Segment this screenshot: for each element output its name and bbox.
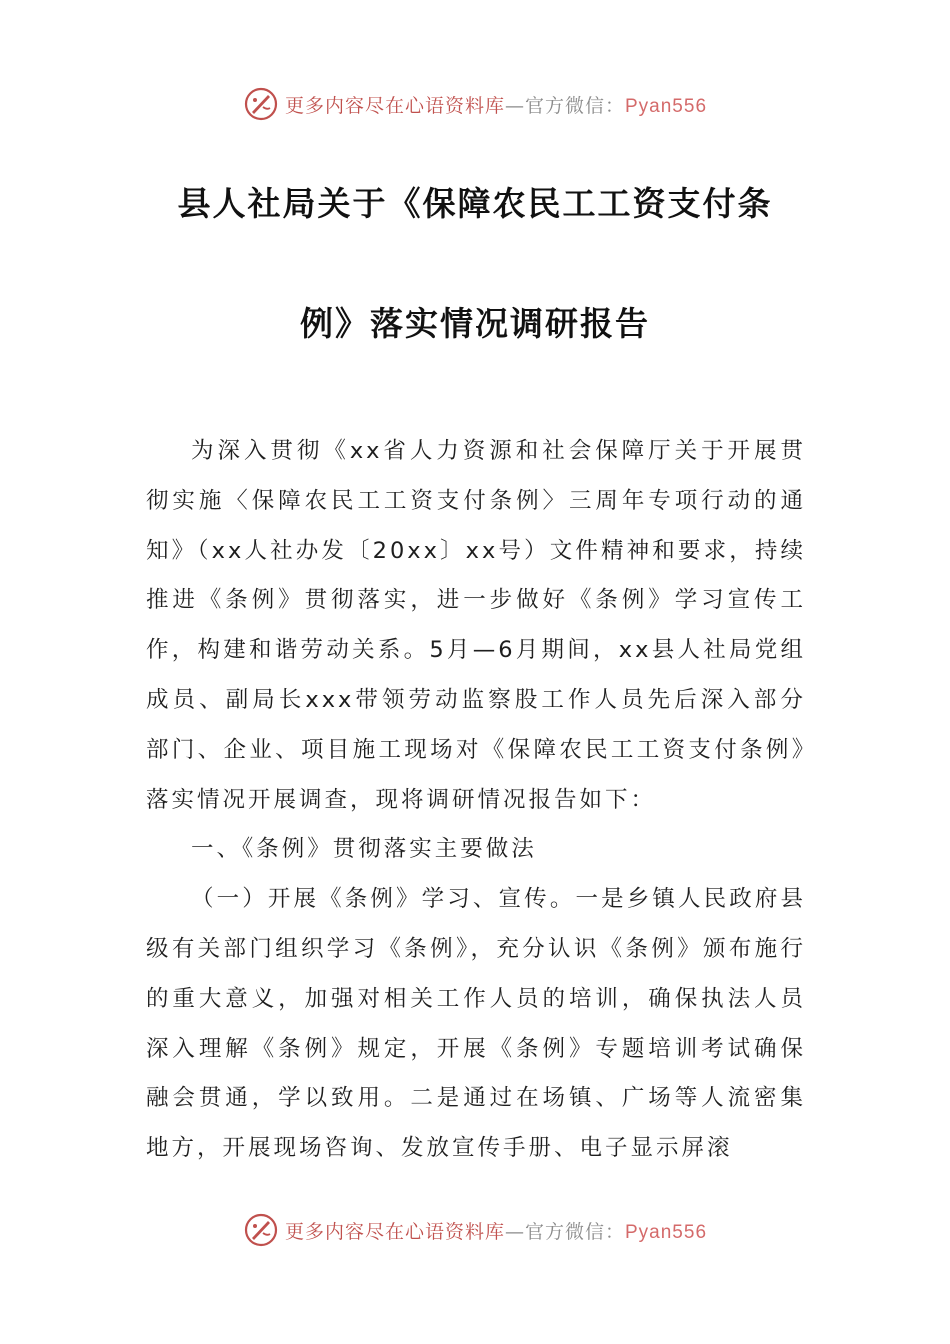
- document-title-line-2: 例》落实情况调研报告: [300, 304, 650, 343]
- document-title-line-1: 县人社局关于《保障农民工工资支付条: [177, 184, 773, 223]
- watermark-dash: —: [504, 94, 525, 117]
- footer-watermark: [0, 1210, 950, 1250]
- quill-seal-icon: [243, 1212, 279, 1248]
- watermark-label: 官方微信：: [524, 94, 625, 117]
- header-watermark: [0, 84, 950, 124]
- paragraph-intro: 为深入贯彻《xx省人力资源和社会保障厅关于开展贯彻实施〈保障农民工工资支付条例〉三周年专项行动的通知》（xx人社办发〔20xx〕xx号）文件精神和要求，持续推进《条例》贯彻落实，进一步做好《条例》学习宣传工作，构建和谐劳动关系。5月—6月期间，xx县人社局党组成员、副局长xxx带领劳动监察股工作人员先后深入部分部门、企业、项目施工现场对《保障农民工工资支付条例》落实情况开展调查，现将调研情况报告如下：: [146, 438, 806, 813]
- watermark-wechat-id: Pyan556: [625, 1221, 708, 1243]
- paragraph-subsection-1: （一）开展《条例》学习、宣传。一是乡镇人民政府县级有关部门组织学习《条例》，充分认识《条例》颁布施行的重大意义，加强对相关工作人员的培训，确保执法人员深入理解《条例》规定，开展《条例》专题培训考试确保融会贯通，学以致用。二是通过在场镇、广场等人流密集地方，开展现场咨询、发放宣传手册、电子显示屏滚: [146, 886, 806, 1162]
- section-heading-1: 一、《条例》贯彻落实主要做法: [191, 836, 537, 863]
- document-body: [146, 427, 806, 1174]
- quill-seal-icon: [243, 86, 279, 122]
- watermark-main-text: 更多内容尽在心语资料库: [284, 94, 505, 117]
- watermark-main-text: 更多内容尽在心语资料库: [284, 1220, 505, 1243]
- watermark-label: 官方微信：: [524, 1220, 625, 1243]
- watermark-wechat-id: Pyan556: [625, 95, 708, 117]
- watermark-dash: —: [504, 1220, 525, 1243]
